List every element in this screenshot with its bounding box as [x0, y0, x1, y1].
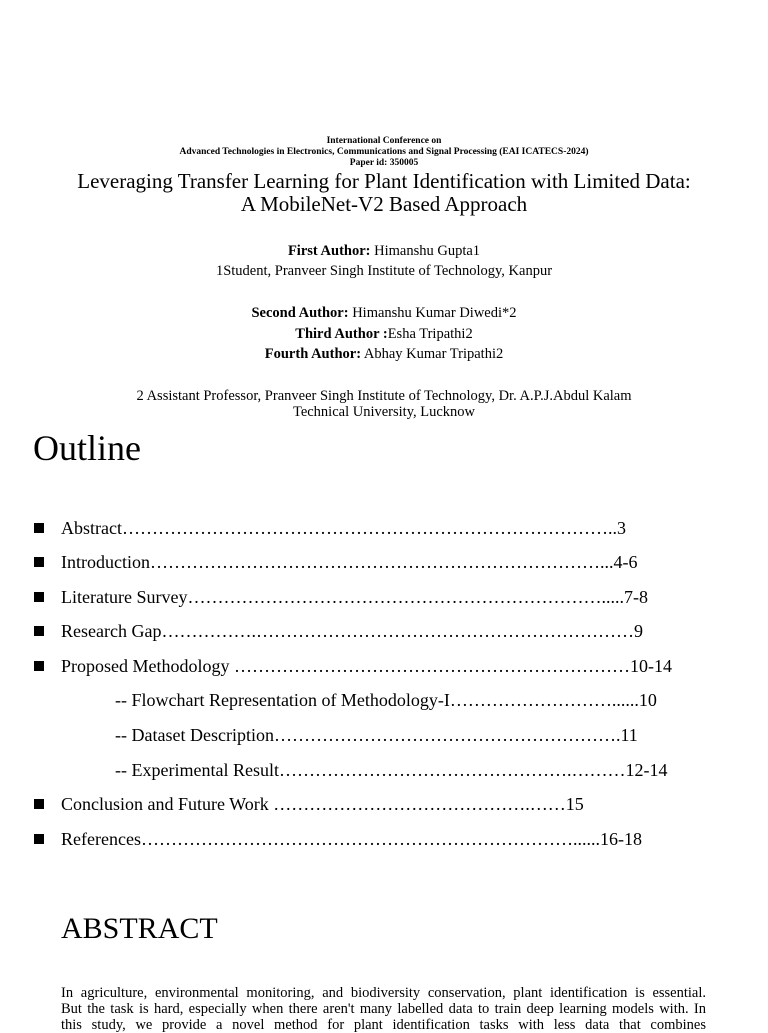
first-author — [0, 241, 768, 262]
bullet-icon — [34, 661, 44, 671]
first-author-label: First Author: — [287, 243, 371, 259]
bullet-icon — [34, 592, 44, 602]
third-author-label: Third Author : — [295, 326, 388, 342]
second-author-name: Himanshu Kumar Diwedi*2 — [348, 305, 517, 321]
toc-item-references: References………………………………………………………………......16-18 — [61, 829, 642, 849]
bullet-icon — [34, 834, 44, 844]
paper-title-line-2: A MobileNet-V2 Based Approach — [240, 192, 528, 216]
paper-title-line-1: Leveraging Transfer Learning for Plant Identification with Limited Data: — [77, 169, 691, 193]
bullet-icon — [34, 799, 44, 809]
paper-id: Paper id: 350005 — [349, 158, 419, 168]
second-author-label: Second Author: — [251, 305, 349, 321]
abstract-line-2: But the task is hard, especially when there aren't many labelled data to train deep learning models with. In — [61, 1001, 706, 1017]
toc-item-introduction: Introduction…………………………………………………………………...4-6 — [61, 552, 638, 572]
abstract-heading: ABSTRACT — [61, 912, 218, 945]
toc-item-abstract: Abstract………………………………………………………………………..3 — [61, 518, 626, 538]
second-affiliation-line-1: 2 Assistant Professor, Pranveer Singh Institute of Technology, Dr. A.P.J.Abdul Kalam — [136, 388, 632, 404]
outline-heading: Outline — [33, 428, 141, 468]
abstract-body — [61, 985, 706, 1033]
abstract-line-3: this study, we provide a novel method for plant identification tasks with less data that combines — [61, 1017, 706, 1033]
abstract-line-1: In agriculture, environmental monitoring, and biodiversity conservation, plant identification is essential. — [61, 985, 706, 1001]
bullet-icon — [34, 626, 44, 636]
second-author — [0, 303, 768, 324]
toc-item-conclusion: Conclusion and Future Work …………………………………….……15 — [61, 794, 584, 814]
fourth-author-name: Abhay Kumar Tripathi2 — [361, 346, 504, 362]
third-author — [0, 324, 768, 345]
fourth-author — [0, 344, 768, 365]
first-author-name: Himanshu Gupta1 — [370, 243, 481, 259]
conference-line-2: Advanced Technologies in Electronics, Communications and Signal Processing (EAI ICATECS-2024) — [179, 147, 589, 157]
third-author-name: Esha Tripathi2 — [387, 326, 473, 342]
bullet-icon — [34, 523, 44, 533]
first-author-affiliation: 1Student, Pranveer Singh Institute of Technology, Kanpur — [215, 263, 553, 279]
second-affiliation-line-2: Technical University, Lucknow — [292, 404, 476, 420]
conference-line-1: International Conference on — [326, 136, 442, 146]
toc-item-research-gap: Research Gap…………….………………………………………………………9 — [61, 621, 643, 641]
toc-item-literature-survey: Literature Survey…………………………………………………………….....7-8 — [61, 587, 648, 607]
toc-item-proposed-methodology: Proposed Methodology …………………………………………………………10-14 — [61, 656, 672, 676]
fourth-author-label: Fourth Author: — [264, 346, 362, 362]
toc-subitem-dataset: -- Dataset Description………………………………………………….11 — [115, 725, 638, 745]
toc-subitem-experimental-result: -- Experimental Result………………………………………….………12-14 — [115, 760, 668, 780]
toc-subitem-flowchart: -- Flowchart Representation of Methodology-I………………………......10 — [115, 690, 657, 710]
bullet-icon — [34, 557, 44, 567]
